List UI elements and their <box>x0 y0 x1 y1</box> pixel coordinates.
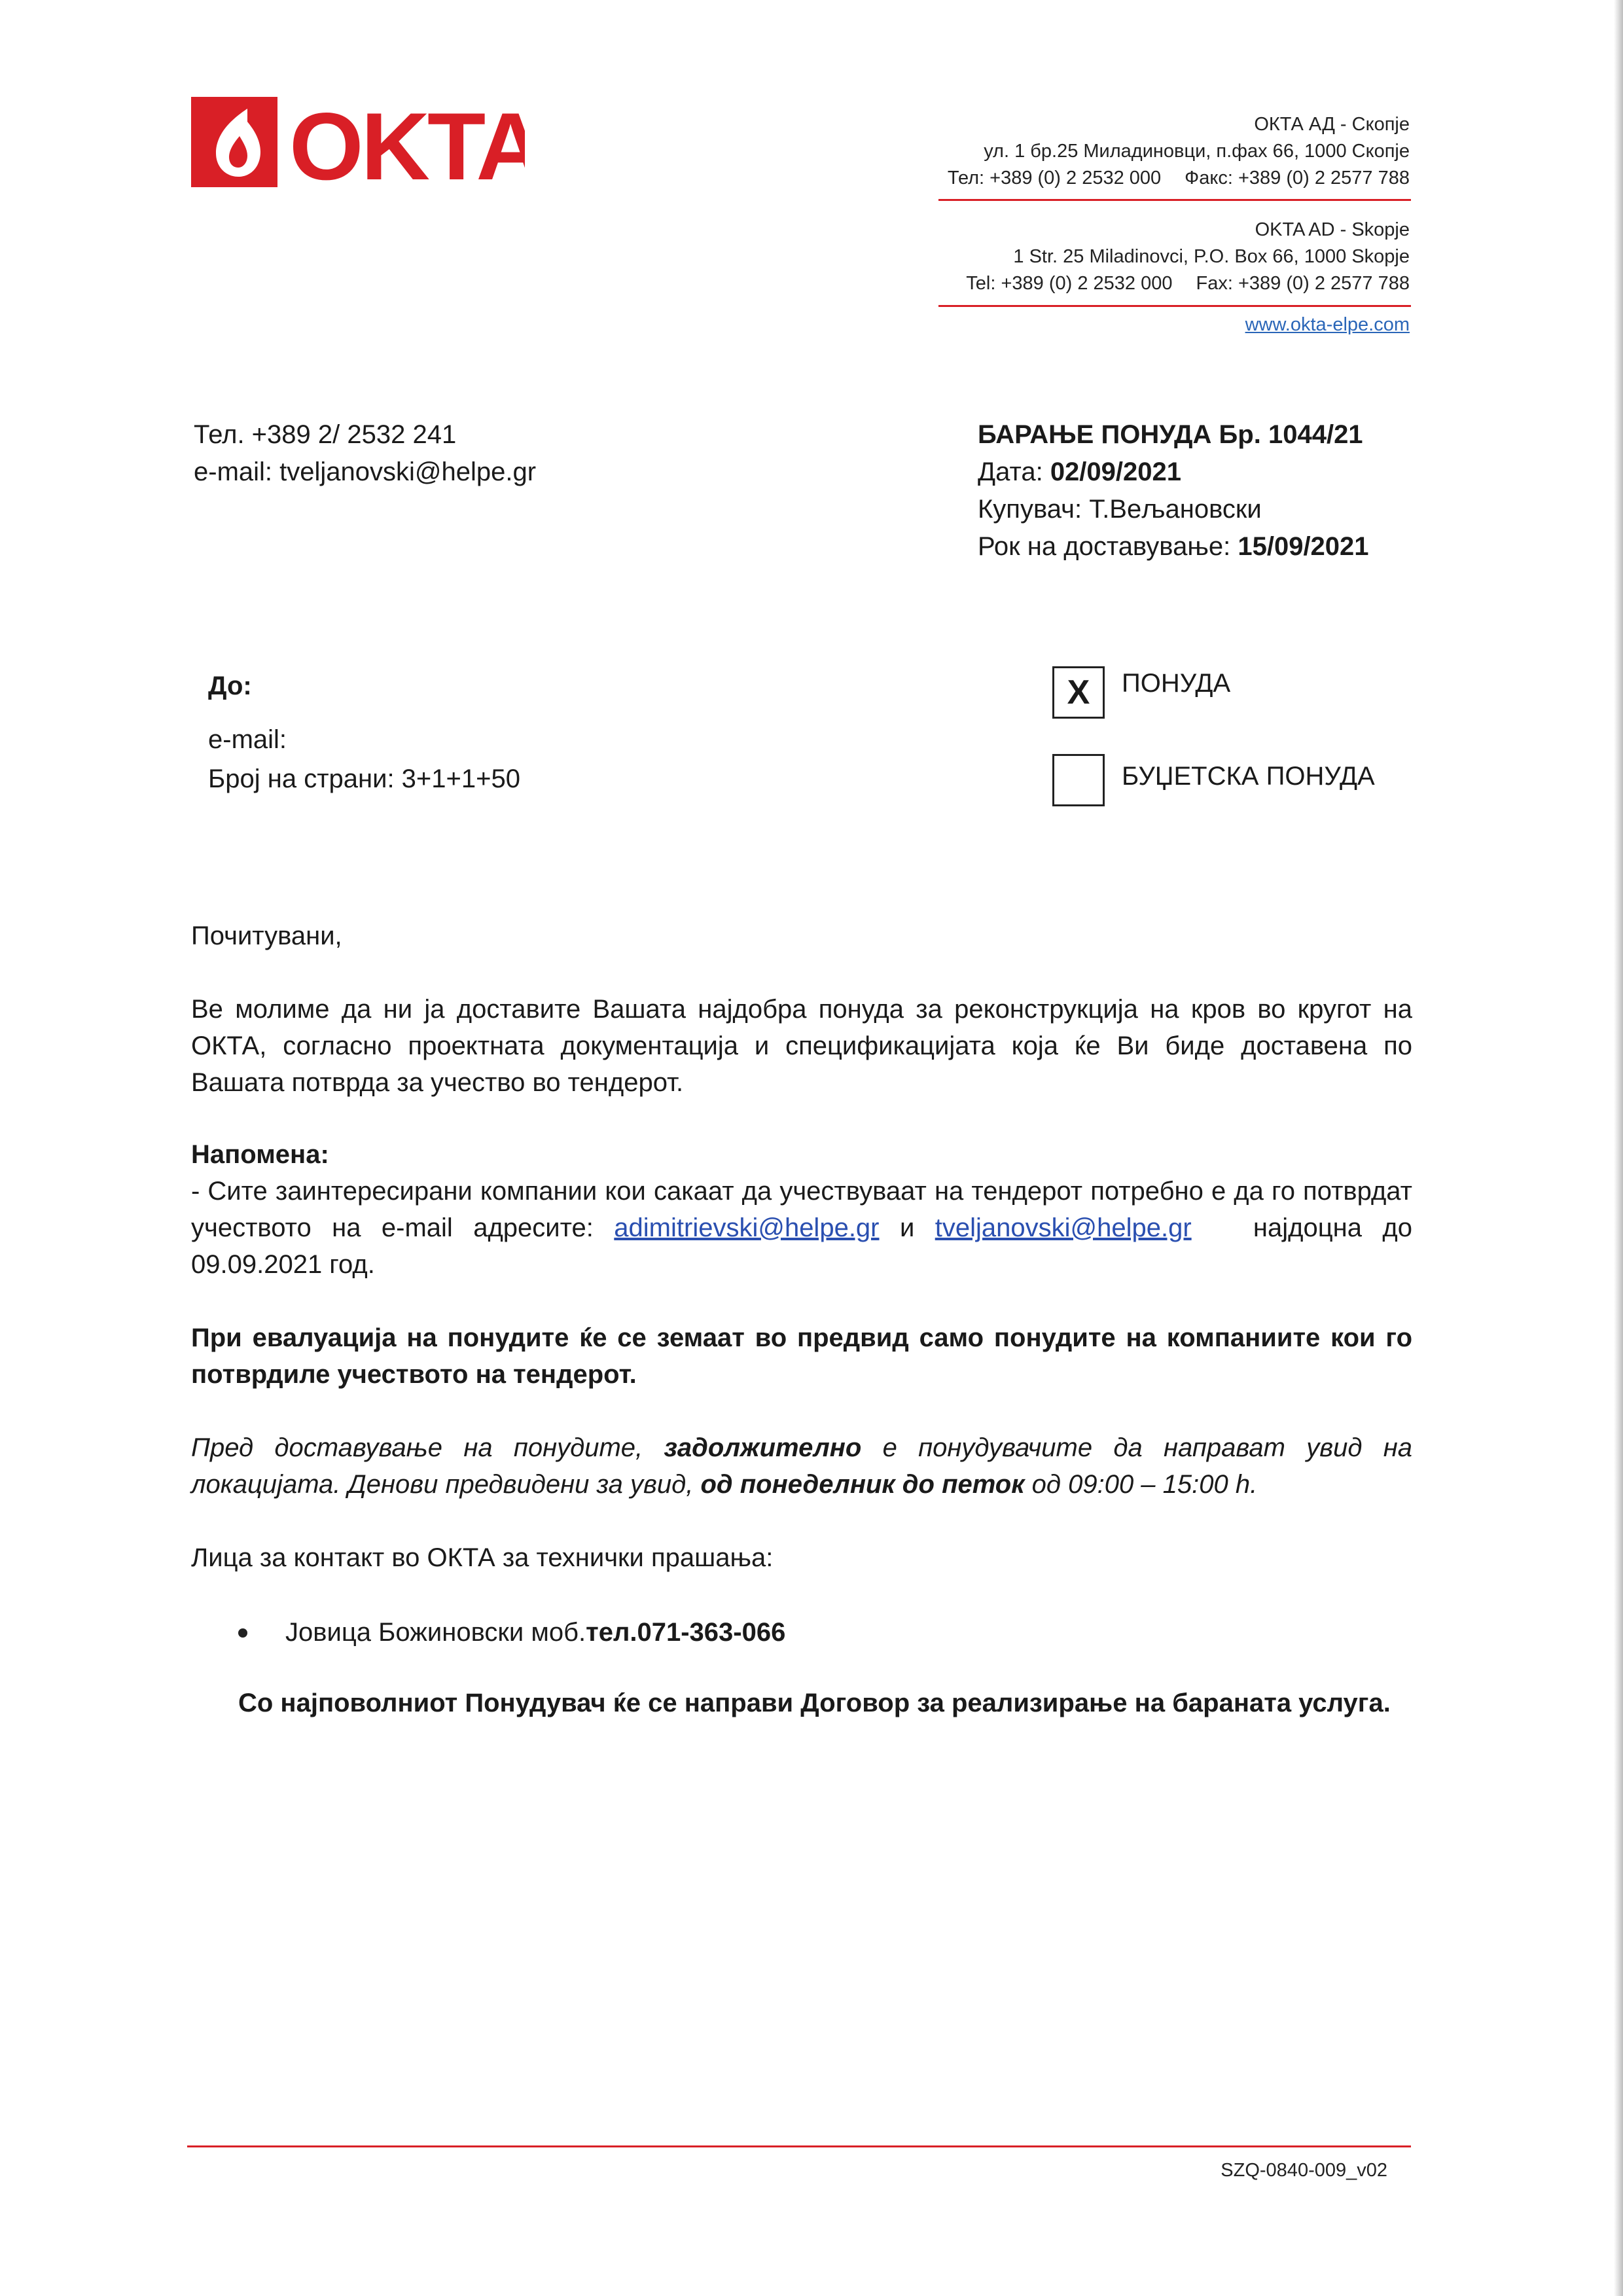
checkbox-offer[interactable]: X <box>1052 666 1105 719</box>
note-and: и <box>899 1213 915 1242</box>
company-name-mk: ОКТА АД - Скопје <box>1254 114 1410 135</box>
visit-text-1: Пред доставување на понудите, <box>191 1433 643 1462</box>
visit-days: од понеделник до петок <box>700 1470 1025 1499</box>
recipient-block <box>208 666 520 798</box>
note-text-2: најдоцна до 09.09.2021 год. <box>191 1213 1412 1279</box>
request-info <box>978 416 1369 565</box>
website-link[interactable]: www.okta-elpe.com <box>1245 314 1410 335</box>
checkbox-budget-offer-label: БУЏЕТСКА ПОНУДА <box>1122 762 1375 791</box>
note-text <box>191 1173 1412 1283</box>
contact-person: Јовица Божиновски моб. <box>285 1618 586 1647</box>
phone-fax-mk <box>948 165 1410 192</box>
closing-statement: Со најповолниот Понудувач ќе се направи Договор за реализирање на бараната услуга. <box>238 1689 1391 1717</box>
greeting: Почитувани, <box>191 922 342 950</box>
sender-contact <box>194 416 536 491</box>
visit-text-2: е понудувачите да направат увид на локацијата. Денови предвидени за увид, <box>191 1433 1412 1499</box>
footer-divider <box>187 2145 1411 2147</box>
fax-mk: Факс: +389 (0) 2 2577 788 <box>1185 168 1410 188</box>
intro-paragraph: Ве молиме да ни ја доставите Вашата најдобра понуда за реконструкција на кров во кругот на ОКТА, согласно проектната документација и спецификацијата која ќе Ви биде доставена по Вашата потврда за учество во тендерот. <box>191 995 1412 1097</box>
phone-en: Tel: +389 (0) 2 2532 000 <box>966 273 1173 294</box>
request-title: БАРАЊЕ ПОНУДА Бр. 1044/21 <box>978 420 1363 449</box>
checkbox-offer-label: ПОНУДА <box>1122 669 1231 698</box>
contact-person-line <box>285 1614 785 1651</box>
company-name-en: OKTA AD - Skopje <box>1255 219 1410 240</box>
address-block-mk <box>948 111 1410 192</box>
visit-mandatory: задолжително <box>664 1433 862 1462</box>
email-link-adimitrievski[interactable]: adimitrievski@helpe.gr <box>614 1213 880 1242</box>
note-block <box>191 1136 1412 1283</box>
site-visit-paragraph <box>191 1429 1412 1503</box>
request-date <box>978 454 1369 491</box>
phone-mk: Тел: +389 (0) 2 2532 000 <box>947 168 1162 188</box>
bullet-icon <box>238 1628 247 1638</box>
page-count: Број на страни: 3+1+1+50 <box>208 764 520 793</box>
address-block-en <box>966 217 1410 297</box>
request-deadline <box>978 528 1369 565</box>
address-en: 1 Str. 25 Miladinovci, P.O. Box 66, 1000 Skopje <box>1013 246 1410 267</box>
date-value: 02/09/2021 <box>1050 457 1182 486</box>
header-divider-2 <box>938 305 1411 307</box>
address-mk: ул. 1 бр.25 Миладиновци, п.фах 66, 1000 Скопје <box>984 141 1410 162</box>
visit-hours: од 09:00 – 15:00 h. <box>1031 1470 1258 1499</box>
phone-fax-en <box>966 270 1410 297</box>
evaluation-paragraph: При евалуација на понудите ќе се земаат во предвид само понудите на компаниите кои го потврдиле учеството на тендерот. <box>191 1323 1412 1389</box>
request-buyer: Купувач: Т.Вељановски <box>978 495 1262 524</box>
date-label: Дата: <box>978 457 1043 486</box>
to-email: e-mail: <box>208 725 287 754</box>
note-text-1: - Сите заинтересирани компании кои сакаат да учествуваат на тендерот потребно е да го потврдат учеството на e-mail адресите: <box>191 1177 1412 1242</box>
header-divider-1 <box>938 199 1411 201</box>
sender-email: e-mail: tveljanovski@helpe.gr <box>194 457 537 486</box>
sender-phone: Тел. +389 2/ 2532 241 <box>194 420 457 449</box>
page-edge-shadow <box>1614 0 1623 2296</box>
document-code: SZQ-0840-009_v02 <box>1221 2160 1387 2181</box>
fax-en: Fax: +389 (0) 2 2577 788 <box>1196 273 1410 294</box>
to-label: До: <box>208 672 252 700</box>
okta-logo <box>191 97 525 187</box>
contact-phone: тел.071-363-066 <box>586 1618 786 1647</box>
logo-wordmark: ΟΚΤΑ <box>289 97 525 187</box>
email-link-tveljanovski[interactable]: tveljanovski@helpe.gr <box>935 1213 1192 1242</box>
contacts-intro: Лица за контакт во ОКТА за технички прашања: <box>191 1543 774 1572</box>
deadline-value: 15/09/2021 <box>1238 532 1369 561</box>
note-label: Напомена: <box>191 1140 329 1169</box>
deadline-label: Рок на доставување: <box>978 532 1231 561</box>
checkbox-budget-offer[interactable] <box>1052 754 1105 806</box>
